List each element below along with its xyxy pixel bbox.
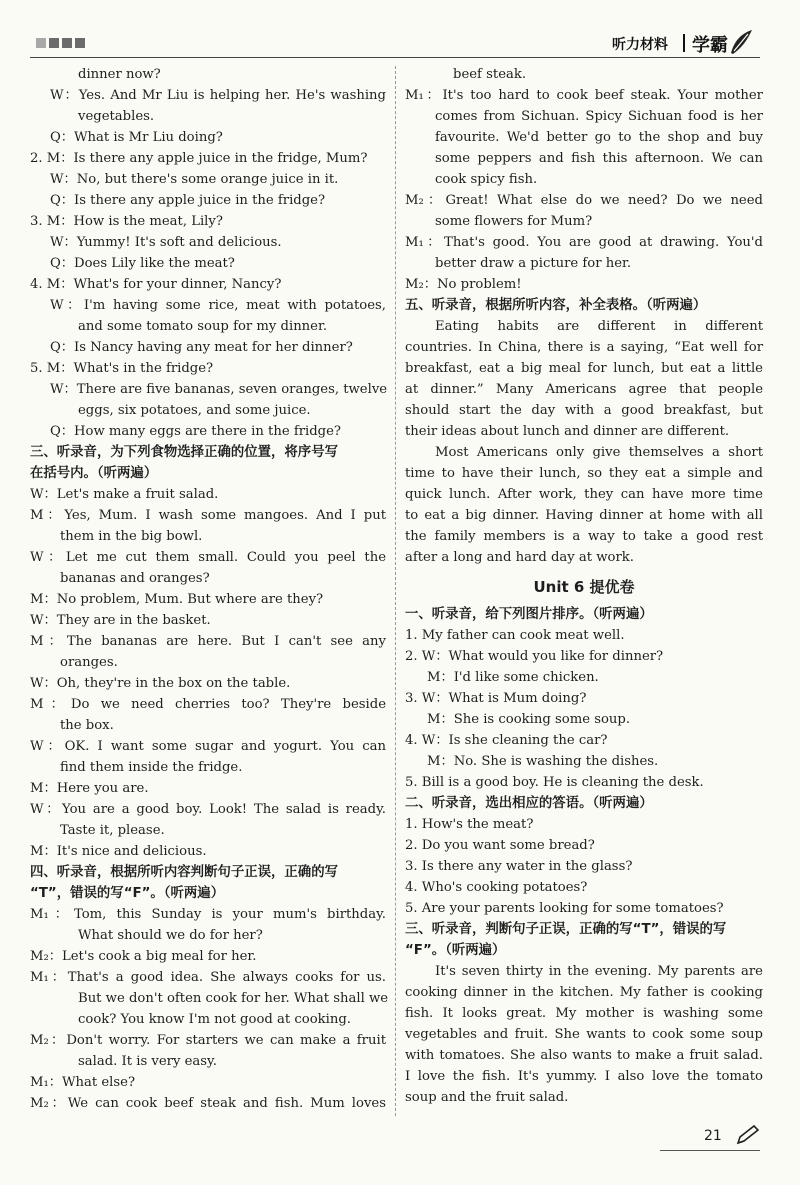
text-line: M₂：Let's cook a big meal for her.	[30, 949, 257, 964]
text-line: 5. Bill is a good boy. He is cleaning the desk.	[405, 775, 704, 790]
text-line: Q：Is Nancy having any meat for her dinner?	[50, 340, 353, 355]
text-line: M：No. She is washing the dishes.	[427, 754, 659, 769]
text-line: W：Yummy! It's soft and delicious.	[50, 235, 282, 250]
section-heading: “F”。（听两遍）	[405, 943, 506, 958]
text-line: Taste it, please.	[60, 823, 165, 838]
section-heading: 二、听录音，选出相应的答语。（听两遍）	[405, 796, 653, 811]
section-heading: “T”，错误的写“F”。（听两遍）	[30, 886, 225, 901]
text-line: 3. Is there any water in the glass?	[405, 859, 633, 874]
text-line: Q：Does Lily like the meat?	[50, 256, 235, 271]
text-line: at dinner.” Many Americans agree that people	[405, 382, 763, 397]
text-line: It's seven thirty in the evening. My parents are	[435, 964, 763, 979]
text-line: W：No, but there's some orange juice in it.	[50, 172, 339, 187]
text-line: cooking dinner in the kitchen. My father is cooking	[405, 985, 763, 1000]
text-line: Q：How many eggs are there in the fridge?	[50, 424, 341, 439]
text-line: 5. M：What's in the fridge?	[30, 361, 214, 376]
text-line: 3. M：How is the meat, Lily?	[30, 214, 223, 229]
text-line: Q：What is Mr Liu doing?	[50, 130, 223, 145]
text-line: comes from Sichuan. Spicy Sichuan food is her	[435, 109, 763, 124]
text-line: M：She is cooking some soup.	[427, 712, 631, 727]
text-line: M：Yes, Mum. I wash some mangoes. And I put	[30, 508, 386, 523]
text-line: 4. M：What's for your dinner, Nancy?	[30, 277, 282, 292]
text-line: eggs, six potatoes, and some juice.	[78, 403, 311, 418]
text-line: countries. In China, there is a saying, “Eat well for	[405, 340, 763, 355]
text-line: Most Americans only give themselves a short	[435, 445, 763, 460]
text-line: W：Let's make a fruit salad.	[30, 487, 219, 502]
header-separator	[683, 34, 685, 52]
text-line: salad. It is very easy.	[78, 1054, 217, 1069]
text-line: 1. My father can cook meat well.	[405, 628, 625, 643]
text-line: beef steak.	[453, 67, 527, 82]
text-line: 4. Who's cooking potatoes?	[405, 880, 588, 895]
text-line: W：OK. I want some sugar and yogurt. You can	[30, 739, 386, 754]
header-decoration	[36, 38, 85, 48]
text-line: Q：Is there any apple juice in the fridge?	[50, 193, 326, 208]
section-heading: 一、听录音，给下列图片排序。（听两遍）	[405, 607, 653, 622]
header-title: 听力材料	[612, 37, 668, 53]
text-line: 1. How's the meat?	[405, 817, 534, 832]
text-line: vegetables.	[78, 109, 155, 124]
section-heading: 三、听录音，判断句子正误，正确的写“T”，错误的写	[405, 922, 727, 937]
text-line: M：The bananas are here. But I can't see any	[30, 634, 386, 649]
text-line: M：I'd like some chicken.	[427, 670, 599, 685]
text-line: the box.	[60, 718, 114, 733]
text-line: M：It's nice and delicious.	[30, 844, 207, 859]
text-line: the family members is a way to take a good rest	[405, 529, 763, 544]
text-line: I love the fish. It's yummy. I also love the tomato	[405, 1069, 763, 1084]
text-line: 2. W：What would you like for dinner?	[405, 649, 664, 664]
text-line: oranges.	[60, 655, 118, 670]
text-line: quick lunch. After work, they can have more time	[405, 487, 763, 502]
text-line: should start the day with a good breakfast, but	[405, 403, 763, 418]
text-line: 5. Are your parents looking for some tomatoes?	[405, 901, 724, 916]
text-line: M₁：What else?	[30, 1075, 136, 1090]
text-line: W：Let me cut them small. Could you peel the	[30, 550, 386, 565]
text-line: bananas and oranges?	[60, 571, 210, 586]
text-line: 3. W：What is Mum doing?	[405, 691, 587, 706]
header-rule	[30, 57, 760, 58]
text-line: some flowers for Mum?	[435, 214, 593, 229]
text-line: their ideas about lunch and dinner are different.	[405, 424, 730, 439]
text-line: W：Yes. And Mr Liu is helping her. He's washing	[50, 88, 386, 103]
text-line: better draw a picture for her.	[435, 256, 632, 271]
right-column	[405, 64, 763, 1108]
text-line: W：They are in the basket.	[30, 613, 211, 628]
section-heading: 在括号内。（听两遍）	[30, 466, 158, 481]
page-header	[560, 28, 770, 58]
text-line: dinner now?	[78, 67, 161, 82]
text-line: 2. Do you want some bread?	[405, 838, 595, 853]
text-line: But we don't often cook for her. What shall we	[78, 991, 389, 1006]
text-line: W：There are five bananas, seven oranges, twelve	[50, 382, 388, 397]
text-line: M₁：Tom, this Sunday is your mum's birthday.	[30, 907, 386, 922]
text-line: them in the big bowl.	[60, 529, 203, 544]
text-line: Eating habits are different in different	[435, 319, 763, 334]
text-line: M₁：That's good. You are good at drawing. You'd	[405, 235, 763, 250]
text-line: and some tomato soup for my dinner.	[78, 319, 328, 334]
text-line: some peppers and fish this afternoon. We can	[435, 151, 763, 166]
text-line: fish. It looks great. My mother is washing some	[405, 1006, 763, 1021]
header-brand: 学霸	[692, 35, 728, 56]
text-line: to eat a big dinner. Having dinner at home with all	[405, 508, 763, 523]
text-line: M：No problem, Mum. But where are they?	[30, 592, 324, 607]
text-line: after a long and hard day at work.	[405, 550, 634, 565]
text-line: M：Here you are.	[30, 781, 149, 796]
text-line: 2. M：Is there any apple juice in the fridge, Mum?	[30, 151, 368, 166]
brand-leaf-icon	[728, 28, 754, 56]
text-line: W：Oh, they're in the box on the table.	[30, 676, 291, 691]
text-line: favourite. We'd better go to the shop and buy	[435, 130, 763, 145]
text-line: cook? You know I'm not good at cooking.	[78, 1012, 351, 1027]
text-line: vegetables and fruit. She wants to cook some soup	[405, 1027, 763, 1042]
text-line: with tomatoes. She also wants to make a fruit salad.	[405, 1048, 763, 1063]
text-line: cook spicy fish.	[435, 172, 538, 187]
column-divider	[395, 66, 396, 1116]
section-heading: 三、听录音，为下列食物选择正确的位置，将序号写	[30, 445, 338, 460]
unit-title: Unit 6 提优卷	[533, 578, 635, 596]
text-line: M：Do we need cherries too? They're beside	[30, 697, 386, 712]
text-line: M₁：That's a good idea. She always cooks for us.	[30, 970, 386, 985]
text-line: 4. W：Is she cleaning the car?	[405, 733, 608, 748]
footer-rule	[660, 1150, 760, 1151]
text-line: M₂：Great! What else do we need? Do we need	[405, 193, 763, 208]
text-line: M₁：It's too hard to cook beef steak. Your mother	[405, 88, 763, 103]
left-column	[30, 64, 389, 1114]
text-line: M₂：No problem!	[405, 277, 522, 292]
text-line: M₂：We can cook beef steak and fish. Mum loves	[30, 1096, 386, 1111]
text-line: soup and the fruit salad.	[405, 1090, 569, 1105]
text-line: What should we do for her?	[78, 928, 263, 943]
text-line: find them inside the fridge.	[60, 760, 243, 775]
text-line: M₂：Don't worry. For starters we can make a fruit	[30, 1033, 386, 1048]
page-number: 21	[704, 1128, 722, 1144]
text-line: breakfast, eat a big meal for lunch, but eat a little	[405, 361, 763, 376]
section-heading: 四、听录音，根据所听内容判断句子正误，正确的写	[30, 865, 338, 880]
section-heading: 五、听录音，根据所听内容，补全表格。（听两遍）	[405, 298, 707, 313]
pencil-icon	[735, 1124, 761, 1146]
text-line: W：I'm having some rice, meat with potatoes,	[50, 298, 386, 313]
text-line: time to have their lunch, so they eat a simple and	[405, 466, 763, 481]
text-line: W：You are a good boy. Look! The salad is ready.	[30, 802, 386, 817]
